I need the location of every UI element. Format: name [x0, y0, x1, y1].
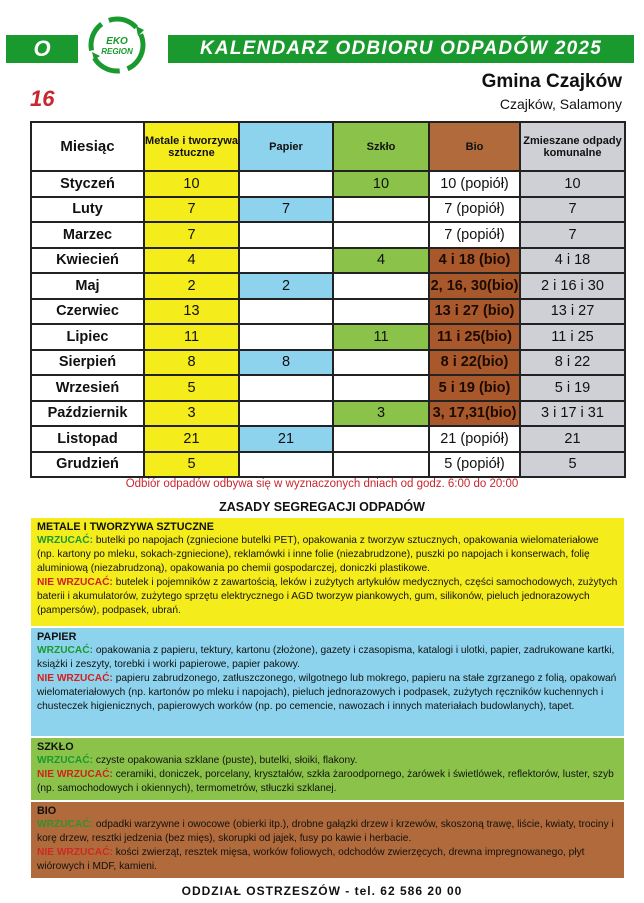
col-header-mixed: Zmieszane odpady komunalne [520, 122, 625, 171]
cell-month: Luty [31, 197, 144, 223]
cell-glass [333, 273, 429, 299]
cell-glass [333, 350, 429, 376]
forbidden-label: NIE WRZUCAĆ: [37, 673, 113, 684]
cell-bio: 13 i 27 (bio) [429, 299, 520, 325]
col-header-paper: Papier [239, 122, 333, 171]
allowed-text: odpadki warzywne i owocowe (obierki itp.), drobne gałązki drzew i krzewów, skoszoną trawę, liście, kwiaty, trociny i korę drzew, resztki jedzenia (bez mięs), skorupki od jajek, fusy po kawie i herbacie. [37, 819, 614, 844]
cell-glass [333, 222, 429, 248]
cell-mixed: 4 i 18 [520, 248, 625, 274]
cell-bio: 5 i 19 (bio) [429, 375, 520, 401]
table-row [31, 197, 625, 223]
cell-glass: 3 [333, 401, 429, 427]
cell-metal: 7 [144, 197, 239, 223]
cell-mixed: 2 i 16 i 30 [520, 273, 625, 299]
forbidden-text: butelek i pojemników z zawartością, leków i zużytych artykułów medycznych, części samochodowych, zużytych baterii i akumulatorów, zużytego sprzętu elektrycznego i AGD tworzyw piankowych, gum, silikonów, pieluch jednorazowych (pampersów), podpasek, ubrań. [37, 577, 618, 616]
cell-paper [239, 452, 333, 478]
cell-mixed: 3 i 17 i 31 [520, 401, 625, 427]
cell-mixed: 11 i 25 [520, 324, 625, 350]
cell-paper: 7 [239, 197, 333, 223]
cell-bio: 2, 16, 30(bio) [429, 273, 520, 299]
cell-bio: 11 i 25(bio) [429, 324, 520, 350]
cell-glass [333, 452, 429, 478]
allowed-label: WRZUCAĆ: [37, 755, 94, 766]
cell-mixed: 13 i 27 [520, 299, 625, 325]
table-row [31, 350, 625, 376]
header-badge: O [6, 35, 78, 63]
footer-contact: ODDZIAŁ OSTRZESZÓW - tel. 62 586 20 00 [181, 884, 463, 896]
col-header-month: Miesiąc [31, 122, 144, 171]
cell-month: Lipiec [31, 324, 144, 350]
cell-glass [333, 426, 429, 452]
cell-month: Sierpień [31, 350, 144, 376]
gmina-name: Gmina Czajków [481, 71, 622, 92]
col-header-glass: Szkło [333, 122, 429, 171]
cell-bio: 4 i 18 (bio) [429, 248, 520, 274]
cell-bio: 8 i 22(bio) [429, 350, 520, 376]
cell-metal: 5 [144, 452, 239, 478]
cell-month: Maj [31, 273, 144, 299]
cell-paper [239, 248, 333, 274]
cell-mixed: 5 i 19 [520, 375, 625, 401]
forbidden-label: NIE WRZUCAĆ: [37, 577, 113, 588]
cell-mixed: 8 i 22 [520, 350, 625, 376]
rules-section-title: SZKŁO [37, 741, 74, 753]
cell-metal: 7 [144, 222, 239, 248]
rules-section-metal [31, 518, 624, 626]
forbidden-text: papieru zabrudzonego, zatłuszczonego, wilgotnego lub mokrego, papieru na stałe zgrzanego z folią, opakowań wielomateriałowych (np. kartonów po mleku i napojach), pieluch jednorazowych i podpasek, zużytych ręczników kuchennych i chusteczek higienicznych, papierowych worków (np. po cemencie, nawozach i innych materiałach budowlanych), tapet. [37, 673, 617, 712]
table-row [31, 324, 625, 350]
forbidden-label: NIE WRZUCAĆ: [37, 769, 113, 780]
cell-metal: 8 [144, 350, 239, 376]
rules-section-title: METALE I TWORZYWA SZTUCZNE [37, 521, 214, 533]
cell-metal: 10 [144, 171, 239, 197]
cell-bio: 21 (popiół) [429, 426, 520, 452]
table-row [31, 171, 625, 197]
cell-paper [239, 401, 333, 427]
cell-paper: 2 [239, 273, 333, 299]
allowed-label: WRZUCAĆ: [37, 645, 94, 656]
allowed-text: czyste opakowania szklane (puste), butelki, słoiki, flakony. [95, 755, 358, 766]
rules-section-glass [31, 738, 624, 800]
logo-text-eko: EKO [106, 36, 128, 47]
table-row [31, 273, 625, 299]
cell-month: Grudzień [31, 452, 144, 478]
table-row [31, 222, 625, 248]
cell-paper [239, 222, 333, 248]
cell-month: Wrzesień [31, 375, 144, 401]
cell-month: Październik [31, 401, 144, 427]
cell-month: Czerwiec [31, 299, 144, 325]
cell-paper [239, 324, 333, 350]
cell-mixed: 10 [520, 171, 625, 197]
cell-mixed: 7 [520, 222, 625, 248]
cell-bio: 3, 17,31(bio) [429, 401, 520, 427]
col-header-metal: Metale i tworzywa sztuczne [144, 122, 239, 171]
rules-section-title: PAPIER [37, 631, 77, 643]
cell-month: Listopad [31, 426, 144, 452]
cell-month: Styczeń [31, 171, 144, 197]
page-title: KALENDARZ ODBIORU ODPADÓW 2025 [168, 35, 634, 63]
allowed-label: WRZUCAĆ: [37, 535, 94, 546]
cell-metal: 11 [144, 324, 239, 350]
rules-section-bio [31, 802, 624, 878]
cell-paper: 8 [239, 350, 333, 376]
allowed-label: WRZUCAĆ: [37, 819, 94, 830]
eko-region-logo [88, 16, 146, 74]
cell-paper [239, 171, 333, 197]
table-row [31, 299, 625, 325]
collection-hours-note: Odbiór odpadów odbywa się w wyznaczonych dniach od godz. 6:00 do 20:00 [125, 478, 519, 490]
gmina-localities: Czajków, Salamony [499, 96, 622, 112]
cell-bio: 5 (popiół) [429, 452, 520, 478]
cell-metal: 2 [144, 273, 239, 299]
cell-paper [239, 375, 333, 401]
cell-mixed: 7 [520, 197, 625, 223]
col-header-bio: Bio [429, 122, 520, 171]
cell-glass: 10 [333, 171, 429, 197]
cell-metal: 13 [144, 299, 239, 325]
cell-metal: 21 [144, 426, 239, 452]
cell-paper [239, 299, 333, 325]
allowed-text: opakowania z papieru, tektury, kartonu (złożone), gazety i czasopisma, katalogi i ulotki, papier, zadrukowane kartki, książki i zeszyty, torebki i worki papierowe, papier pakowy. [37, 645, 615, 670]
rules-section-paper [31, 628, 624, 736]
rules-title: ZASADY SEGREGACJI ODPADÓW [219, 500, 425, 514]
cell-bio: 10 (popiół) [429, 171, 520, 197]
collection-calendar-table [30, 121, 626, 478]
cell-bio: 7 (popiół) [429, 222, 520, 248]
table-row [31, 452, 625, 478]
cell-glass: 11 [333, 324, 429, 350]
cell-glass [333, 299, 429, 325]
forbidden-label: NIE WRZUCAĆ: [37, 847, 113, 858]
cell-month: Kwiecień [31, 248, 144, 274]
forbidden-text: kości zwierząt, resztek mięsa, worków foliowych, odchodów zwierzęcych, drewna impregnowanego, płyt wiórowych i MDF, kamieni. [37, 847, 585, 872]
table-header-row [31, 122, 625, 171]
cell-metal: 4 [144, 248, 239, 274]
cell-bio: 7 (popiół) [429, 197, 520, 223]
table-row [31, 401, 625, 427]
cell-paper: 21 [239, 426, 333, 452]
cell-metal: 5 [144, 375, 239, 401]
cell-month: Marzec [31, 222, 144, 248]
allowed-text: butelki po napojach (zgniecione butelki PET), opakowania z tworzyw sztucznych, opakowania wielomateriałowe (np. kartony po mleku, sokach-zgniecione), reklamówki i inne folie (niezabrudzone), puszki po napojach i konserwach, folię aluminiową (niezabrudzoną), opakowania po chemii gospodarczej, doniczki plastikowe. [37, 535, 599, 574]
cell-glass: 4 [333, 248, 429, 274]
table-row [31, 426, 625, 452]
logo-text-region: REGION [101, 47, 133, 56]
cell-glass [333, 375, 429, 401]
schedule-number: 16 [30, 86, 55, 111]
cell-mixed: 21 [520, 426, 625, 452]
rules-section-title: BIO [37, 805, 57, 817]
table-row [31, 375, 625, 401]
cell-mixed: 5 [520, 452, 625, 478]
forbidden-text: ceramiki, doniczek, porcelany, kryształów, szkła żaroodpornego, żarówek i świetlówek, reflektorów, luster, szyb (np. samochodowych i okiennych), termometrów, stłuczki szklanej. [37, 769, 614, 794]
cell-glass [333, 197, 429, 223]
table-row [31, 248, 625, 274]
cell-metal: 3 [144, 401, 239, 427]
